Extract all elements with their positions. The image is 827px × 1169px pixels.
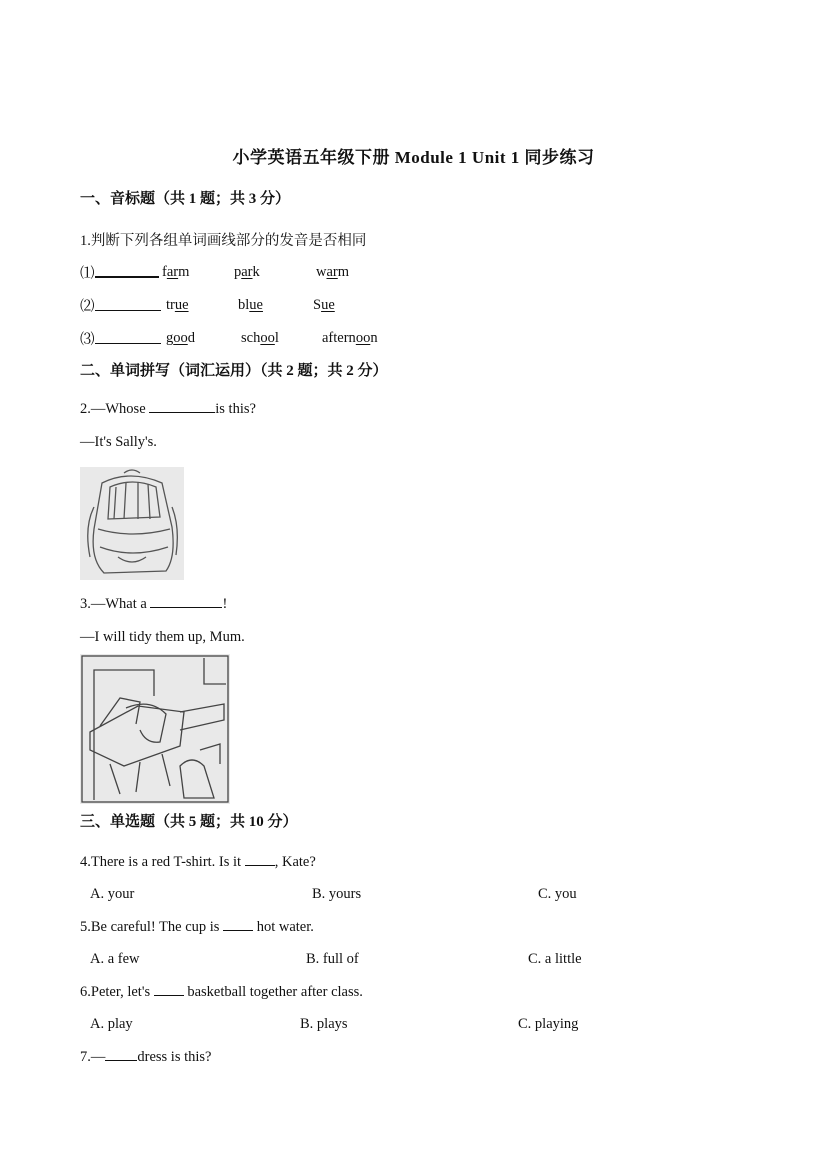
answer-blank[interactable] [245, 864, 275, 866]
phonics-word: school [241, 330, 279, 346]
question-6-stem: 6.Peter, let's basketball together after class. [80, 984, 363, 1000]
phonics-row-2 [80, 295, 161, 316]
phonics-word: warm [316, 264, 350, 280]
question-2-reply: —It's Sally's. [80, 434, 157, 450]
question-2-stem: 2.—Whose is this? [80, 401, 256, 417]
section-heading-2: 二、单词拼写（词汇运用）（共 2 题；共 2 分） [80, 363, 388, 379]
option-a[interactable]: A. a few [90, 951, 140, 967]
answer-blank[interactable] [95, 342, 161, 344]
answer-blank[interactable] [154, 994, 184, 996]
question-3-reply: —I will tidy them up, Mum. [80, 629, 245, 645]
option-c[interactable]: C. you [538, 886, 577, 902]
option-c[interactable]: C. playing [518, 1016, 579, 1032]
phonics-word: good [166, 330, 195, 346]
row-number: ⑴ [80, 266, 95, 282]
option-b[interactable]: B. plays [300, 1016, 348, 1032]
phonics-word: park [234, 264, 260, 280]
section-heading-3: 三、单选题（共 5 题；共 10 分） [80, 814, 298, 830]
row-number: ⑵ [80, 299, 95, 315]
answer-blank[interactable] [105, 1059, 137, 1061]
question-1-stem: 1.判断下列各组单词画线部分的发音是否相同 [80, 233, 367, 249]
option-c[interactable]: C. a little [528, 951, 582, 967]
question-3-stem: 3.—What a ! [80, 596, 228, 612]
phonics-row-3 [80, 328, 161, 349]
option-a[interactable]: A. play [90, 1016, 133, 1032]
row-number: ⑶ [80, 332, 95, 348]
phonics-word: afternoon [322, 330, 378, 346]
messy-room-image [80, 654, 230, 804]
question-5-stem: 5.Be careful! The cup is hot water. [80, 919, 314, 935]
option-b[interactable]: B. yours [312, 886, 362, 902]
section-heading-1: 一、音标题（共 1 题；共 3 分） [80, 191, 291, 207]
answer-blank[interactable] [95, 275, 159, 278]
answer-blank[interactable] [150, 606, 222, 608]
phonics-word: blue [238, 297, 263, 313]
answer-blank[interactable] [149, 411, 215, 413]
answer-blank[interactable] [95, 309, 161, 311]
option-b[interactable]: B. full of [306, 951, 359, 967]
answer-blank[interactable] [223, 929, 253, 931]
phonics-word: Sue [313, 297, 335, 313]
option-a[interactable]: A. your [90, 886, 135, 902]
question-4-stem: 4.There is a red T-shirt. Is it , Kate? [80, 854, 316, 870]
phonics-row-1 [80, 262, 159, 283]
phonics-word: true [166, 297, 189, 313]
backpack-image [80, 467, 184, 580]
phonics-word: farm [162, 264, 190, 280]
question-7-stem: 7.— dress is this? [80, 1049, 212, 1065]
page-title: 小学英语五年级下册 Module 1 Unit 1 同步练习 [232, 148, 595, 167]
